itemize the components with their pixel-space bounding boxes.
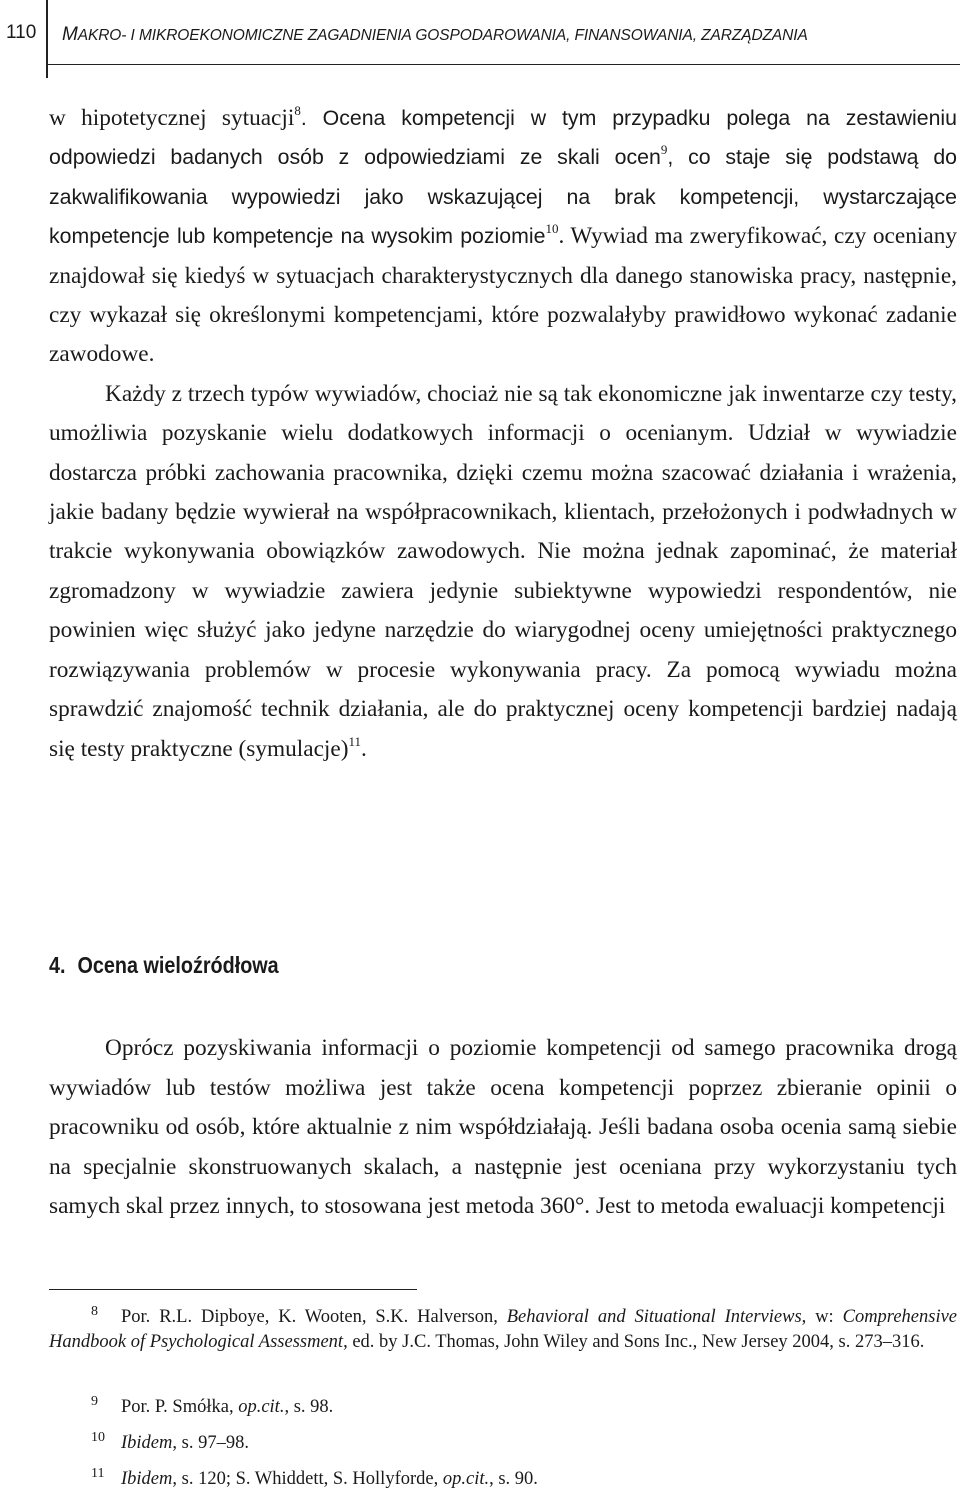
para1-text-b: . Ocena kompetencji w tym przypadku polega na zestawieniu odpowiedzi badanych osób z odpowiedziami ze skali ocen — [49, 106, 957, 170]
para1-text-a: w hipotetycznej sytuacji — [49, 105, 295, 131]
footnote-ref-10: 10 — [545, 221, 559, 237]
footnote-8-pre: Por. R.L. Dipboye, K. Wooten, S.K. Halverson, — [121, 1307, 507, 1327]
page-number: 110 — [6, 22, 37, 43]
footnote-mark: 9 — [91, 1394, 98, 1409]
para1-text-c: , co staje się podstawą do zakwalifikowania wypowiedzi jako wskazującej na brak kompetencji, wystarczające kompetencje lub kompetencje na wysokim poziomie — [49, 145, 958, 249]
paragraph-2 — [49, 375, 957, 769]
footnote-9-title: op.cit. — [238, 1397, 285, 1417]
footnote-11-title2: op.cit. — [442, 1469, 490, 1489]
paragraph-1 — [49, 99, 957, 375]
header-vertical-rule — [46, 0, 48, 78]
footnote-10-post: , s. 97–98. — [172, 1433, 249, 1453]
footnote-ref-9: 9 — [660, 142, 668, 158]
header-rule — [46, 64, 960, 65]
para2-end: . — [361, 735, 367, 762]
footnote-9 — [49, 1395, 957, 1420]
footnote-text — [49, 1305, 957, 1355]
footnote-11 — [49, 1467, 957, 1492]
footnote-separator — [49, 1289, 417, 1290]
section-number: 4. — [49, 952, 66, 978]
running-title-lead: M — [62, 24, 78, 45]
paragraph-3: Oprócz pozyskiwania informacji o poziomie kompetencji od samego pracownika drogą wywiadów lub testów możliwa jest także ocena kompetencji poprzez zbieranie opinii o pracowniku od osób, które aktualnie z nim współdziałają. Jeśli badana osoba ocenia samą siebie na specjalnie skonstruowanych skalach, a następnie jest oceniana przy wykorzystaniu tych samych skal przez innych, to stosowana jest metoda 360°. Jest to metoda ewaluacji kompetencji — [49, 1035, 957, 1219]
footnote-11-mid: , s. 120; S. Whiddett, S. Hollyforde, — [172, 1469, 443, 1489]
footnote-ref-11: 11 — [348, 733, 362, 749]
footnote-8-title2: Comprehensive Handbook of Psychological Assessment — [49, 1307, 958, 1352]
running-title — [62, 24, 808, 46]
footnote-10-title: Ibidem — [121, 1433, 173, 1453]
footnote-8 — [49, 1305, 957, 1355]
section-text — [49, 1029, 957, 1227]
page-header — [0, 0, 960, 78]
footnote-8-title: Behavioral and Situational Interviews — [506, 1307, 802, 1327]
footnote-10 — [49, 1431, 957, 1456]
footnote-8-mid: , w: — [801, 1307, 843, 1327]
para2-text: Każdy z trzech typów wywiadów, chociaż nie są tak ekonomiczne jak inwentarze czy testy, umożliwia pozyskanie wielu dodatkowych informacji o ocenianym. Udział w wywiadzie dostarcza próbki zachowania pracownika, dzięki czemu można szacować działania i wrażenia, jakie badany będzie wywierał na współpracownikach, klientach, przełożonych i podwładnych w trakcie wykonywania obowiązków zawodowych. Nie można jednak zapominać, że materiał zgromadzony w wywiadzie zawiera jedynie subiektywne wypowiedzi respondentów, nie powinien więc służyć jako jedyne narzędzie do wiarygodnej oceny umiejętności praktycznego rozwiązywania problemów w procesie wykonywania pracy. Za pomocą wywiadu można sprawdzić znajomość technik działania, ale do praktycznej oceny kompetencji bardziej nadają się testy praktyczne (symulacje) — [49, 380, 957, 762]
main-text — [49, 99, 957, 769]
running-title-rest: AKRO- I MIKROEKONOMICZNE ZAGADNIENIA GOSPODAROWANIA, FINANSOWANIA, ZARZĄDZANIA — [77, 27, 808, 44]
footnote-mark: 8 — [91, 1304, 98, 1319]
footnote-11-post: , s. 90. — [489, 1469, 538, 1489]
footnote-text — [49, 1431, 957, 1456]
footnote-9-post: , s. 98. — [284, 1397, 334, 1417]
footnote-mark: 10 — [91, 1430, 105, 1445]
footnote-11-title: Ibidem — [121, 1469, 173, 1489]
para1-text-d: . Wywiad ma zweryfikować, czy oceniany znajdował się kiedyś w sytuacjach charakterystycznych dla danego stanowiska pracy, następnie, czy wykazał się określonymi kompetencjami, które pozwalałyby prawidłowo wykonać zadanie zawodowe. — [49, 223, 957, 368]
footnote-8-post: , ed. by J.C. Thomas, John Wiley and Sons Inc., New Jersey 2004, s. 273–316. — [343, 1332, 925, 1352]
footnote-9-pre: Por. P. Smółka, — [121, 1397, 239, 1417]
footnote-text — [49, 1395, 957, 1420]
section-heading — [49, 952, 279, 979]
footnote-mark: 11 — [91, 1466, 105, 1481]
footnote-ref-8: 8 — [294, 103, 301, 118]
footnote-text — [49, 1467, 957, 1492]
section-title: Ocena wieloźródłowa — [77, 952, 279, 978]
